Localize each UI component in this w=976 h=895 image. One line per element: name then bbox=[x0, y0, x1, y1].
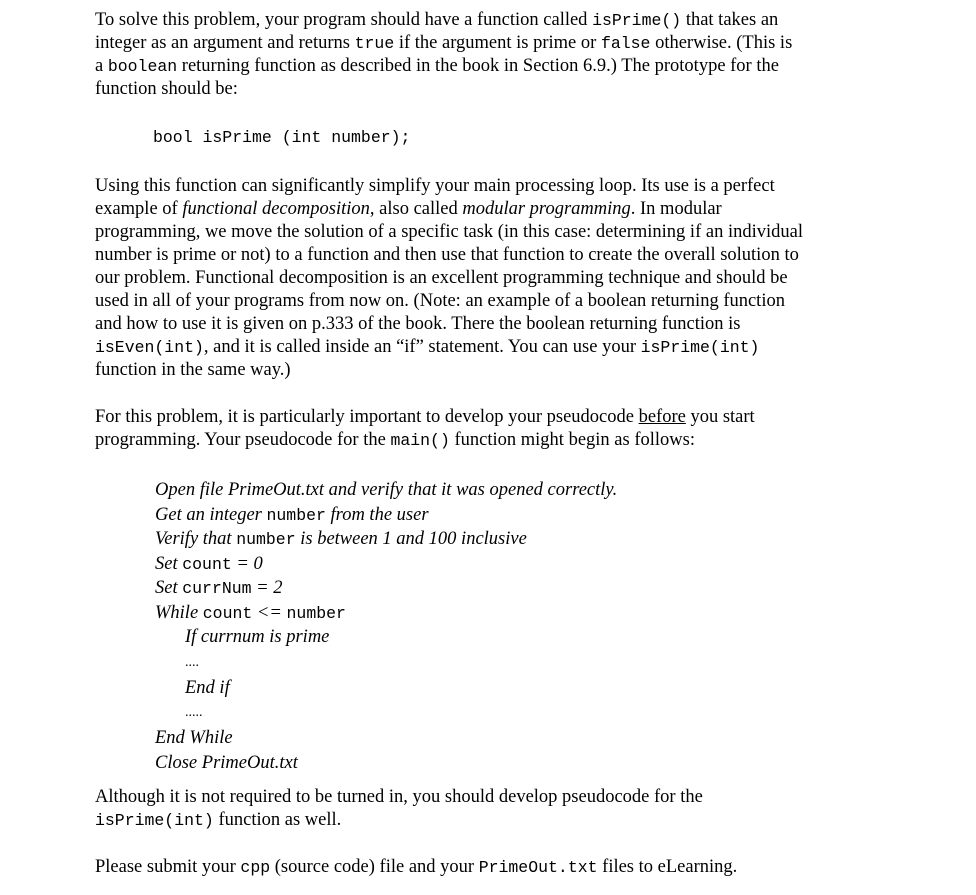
text-line: our problem. Functional decomposition is an excellent programming technique and should be bbox=[95, 268, 788, 288]
text-line bbox=[95, 406, 955, 429]
text: (source code) file and your bbox=[270, 857, 479, 877]
text: returning function as described in the book in Section 6.9.) The prototype for the bbox=[177, 56, 779, 76]
inline-code: PrimeOut.txt bbox=[478, 858, 598, 877]
pseudocode-intro-paragraph bbox=[95, 406, 955, 452]
text: <= bbox=[252, 602, 287, 623]
inline-code: true bbox=[354, 34, 395, 53]
text: Please submit your bbox=[95, 857, 241, 877]
inline-code: isPrime() bbox=[592, 11, 682, 30]
pseudocode-line: Open file PrimeOut.txt and verify that it was opened correctly. bbox=[155, 480, 618, 500]
text: While bbox=[155, 602, 203, 623]
text: otherwise. (This is bbox=[650, 33, 793, 53]
text: a bbox=[95, 56, 108, 76]
pseudocode-line bbox=[155, 527, 617, 552]
text: files to eLearning. bbox=[597, 857, 738, 877]
inline-code: main() bbox=[390, 431, 450, 450]
text: function as well. bbox=[213, 810, 342, 830]
inline-code: boolean bbox=[107, 57, 178, 76]
pseudocode-ellipsis: ..... bbox=[185, 705, 203, 720]
text-line: number is prime or not) to a function and then use that function to create the overall solution to bbox=[95, 245, 799, 265]
text-line bbox=[95, 809, 955, 832]
text: if the argument is prime or bbox=[394, 33, 601, 53]
text-line: and how to use it is given on p.333 of the book. There the boolean returning function is bbox=[95, 314, 741, 334]
inline-code: currNum bbox=[182, 579, 252, 598]
text: programming. Your pseudocode for the bbox=[95, 430, 391, 450]
text: from the user bbox=[325, 504, 429, 525]
text: Verify that bbox=[155, 529, 237, 549]
inline-code: isEven(int) bbox=[95, 338, 204, 357]
inline-code: number bbox=[286, 603, 346, 623]
inline-code: number bbox=[236, 530, 296, 549]
inline-code: count bbox=[202, 603, 253, 623]
text: example of bbox=[95, 199, 183, 219]
text: function might begin as follows: bbox=[449, 430, 695, 450]
text: , also called bbox=[369, 199, 463, 219]
decomposition-paragraph bbox=[95, 175, 955, 382]
pseudocode-line bbox=[155, 601, 617, 626]
text: Get an integer bbox=[155, 504, 267, 525]
emphasis: modular programming bbox=[462, 199, 631, 219]
intro-paragraph bbox=[95, 9, 955, 101]
text-line: used in all of your programs from now on. (Note: an example of a boolean returning function bbox=[95, 291, 785, 311]
text: is between 1 and 100 inclusive bbox=[295, 529, 527, 549]
inline-code: number bbox=[266, 505, 326, 525]
text: Set bbox=[155, 578, 183, 598]
pseudocode-line: If currnum is prime bbox=[185, 627, 330, 647]
pseudocode-ellipsis: .... bbox=[185, 654, 199, 670]
text: = 2 bbox=[251, 578, 283, 598]
inline-code: count bbox=[182, 554, 232, 574]
text: you start bbox=[685, 407, 755, 427]
text: Set bbox=[155, 553, 183, 574]
emphasis: functional decomposition bbox=[182, 199, 370, 219]
text-line bbox=[95, 429, 955, 452]
text: , and it is called inside an “if” statement. You can use your bbox=[203, 337, 641, 357]
pseudocode-line: Close PrimeOut.txt bbox=[155, 752, 298, 773]
submission-paragraph bbox=[95, 856, 955, 879]
text-line: Using this function can significantly simplify your main processing loop. Its use is a perfect bbox=[95, 176, 775, 196]
text: To solve this problem, your program should have a function called bbox=[95, 10, 593, 30]
text-line: Although it is not required to be turned in, you should develop pseudocode for the bbox=[95, 787, 703, 807]
pseudocode-line: End While bbox=[155, 728, 233, 748]
pseudocode-line: End if bbox=[185, 677, 230, 698]
text: = 0 bbox=[231, 553, 263, 574]
text: integer as an argument and returns bbox=[95, 33, 355, 53]
inline-code: isPrime(int) bbox=[95, 811, 214, 830]
pseudocode-line bbox=[155, 576, 617, 601]
text-line: function in the same way.) bbox=[95, 360, 291, 380]
inline-code: isPrime(int) bbox=[640, 338, 760, 357]
text-line: programming, we move the solution of a specific task (in this case: determining if an individual bbox=[95, 222, 803, 242]
text-line bbox=[95, 32, 955, 55]
pseudocode-block bbox=[155, 478, 617, 775]
inline-code: cpp bbox=[240, 858, 271, 877]
text-line: function should be: bbox=[95, 79, 238, 99]
text-line bbox=[95, 9, 955, 32]
ispime-pseudocode-paragraph bbox=[95, 786, 955, 832]
text-line bbox=[95, 55, 955, 78]
text: . In modular bbox=[630, 199, 722, 219]
inline-code: false bbox=[600, 34, 651, 53]
pseudocode-line bbox=[155, 503, 617, 528]
text-line bbox=[95, 856, 955, 879]
text-line bbox=[95, 336, 955, 359]
pseudocode-line bbox=[155, 552, 617, 577]
text-line bbox=[95, 198, 955, 221]
text: that takes an bbox=[681, 10, 779, 30]
function-prototype: bool isPrime (int number); bbox=[153, 128, 411, 147]
text: For this problem, it is particularly important to develop your pseudocode bbox=[95, 407, 639, 427]
underlined-text: before bbox=[638, 407, 686, 427]
